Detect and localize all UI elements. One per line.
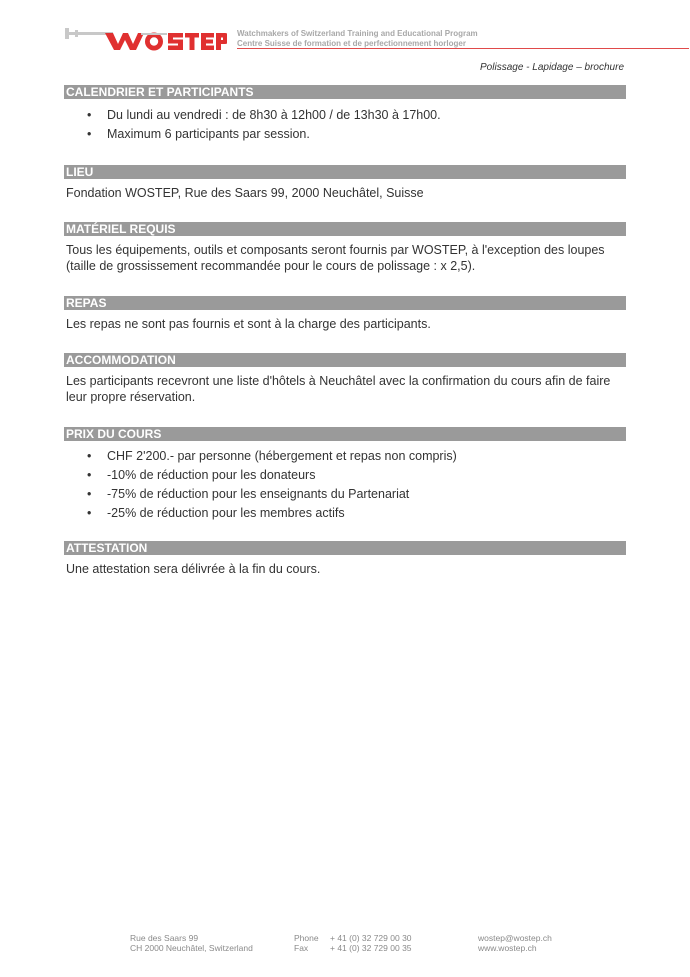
- section-accommodation: [64, 353, 626, 405]
- section-text: Fondation WOSTEP, Rue des Saars 99, 2000 Neuchâtel, Suisse: [66, 186, 424, 200]
- list-item: • CHF 2'200.- par personne (hébergement et repas non compris): [64, 448, 626, 464]
- bullet-list: [64, 448, 626, 521]
- fax-number: + 41 (0) 32 729 00 35: [330, 943, 412, 953]
- section-repas: [64, 296, 626, 332]
- website-link[interactable]: www.wostep.ch: [478, 943, 537, 953]
- document-subtitle: Polissage - Lapidage – brochure: [480, 62, 624, 73]
- tagline-line-2: Centre Suisse de formation et de perfectionnement horloger: [237, 38, 466, 48]
- footer-online: [478, 933, 552, 953]
- section-title: MATÉRIEL REQUIS: [64, 222, 626, 236]
- list-item: • -75% de réduction pour les enseignants du Partenariat: [64, 486, 626, 502]
- section-title: CALENDRIER ET PARTICIPANTS: [64, 85, 626, 99]
- section-attestation: [64, 541, 626, 577]
- section-title: REPAS: [64, 296, 626, 310]
- section-text: Les repas ne sont pas fournis et sont à la charge des participants.: [66, 317, 431, 331]
- phone-label: Phone: [294, 933, 319, 943]
- page-header: [65, 24, 625, 52]
- document-body: [64, 85, 626, 577]
- section-text: Une attestation sera délivrée à la fin du cours.: [66, 562, 321, 576]
- footer-contact-numbers: [294, 933, 412, 953]
- section-title: ATTESTATION: [64, 541, 626, 555]
- section-text: Les participants recevront une liste d'hôtels à Neuchâtel avec la confirmation du cours afin de faire leur propre réservation.: [66, 374, 611, 404]
- section-prix: [64, 427, 626, 521]
- section-title: LIEU: [64, 165, 626, 179]
- footer-address: [130, 933, 253, 953]
- bullet-list: [64, 107, 626, 142]
- section-text: Tous les équipements, outils et composants seront fournis par WOSTEP, à l'exception des loupes (taille de grossissement recommandée pour le cours de polissage : x 2,5).: [66, 243, 605, 273]
- address-line-2: CH 2000 Neuchâtel, Switzerland: [130, 943, 253, 953]
- wostep-logo: [65, 24, 227, 52]
- list-item: • -10% de réduction pour les donateurs: [64, 467, 626, 483]
- section-calendrier: [64, 85, 626, 142]
- section-lieu: [64, 165, 626, 201]
- email-link[interactable]: wostep@wostep.ch: [478, 933, 552, 943]
- section-title: ACCOMMODATION: [64, 353, 626, 367]
- list-item: • Du lundi au vendredi : de 8h30 à 12h00 / de 13h30 à 17h00.: [64, 107, 626, 123]
- section-title: PRIX DU COURS: [64, 427, 626, 441]
- fax-label: Fax: [294, 943, 309, 953]
- phone-number: + 41 (0) 32 729 00 30: [330, 933, 412, 943]
- tagline: [237, 29, 478, 48]
- list-item: • -25% de réduction pour les membres actifs: [64, 505, 626, 521]
- list-item: • Maximum 6 participants par session.: [64, 126, 626, 142]
- header-divider: [237, 48, 689, 49]
- section-materiel: [64, 222, 626, 274]
- address-line-1: Rue des Saars 99: [130, 933, 199, 943]
- tagline-line-1: Watchmakers of Switzerland Training and Educational Program: [237, 29, 478, 38]
